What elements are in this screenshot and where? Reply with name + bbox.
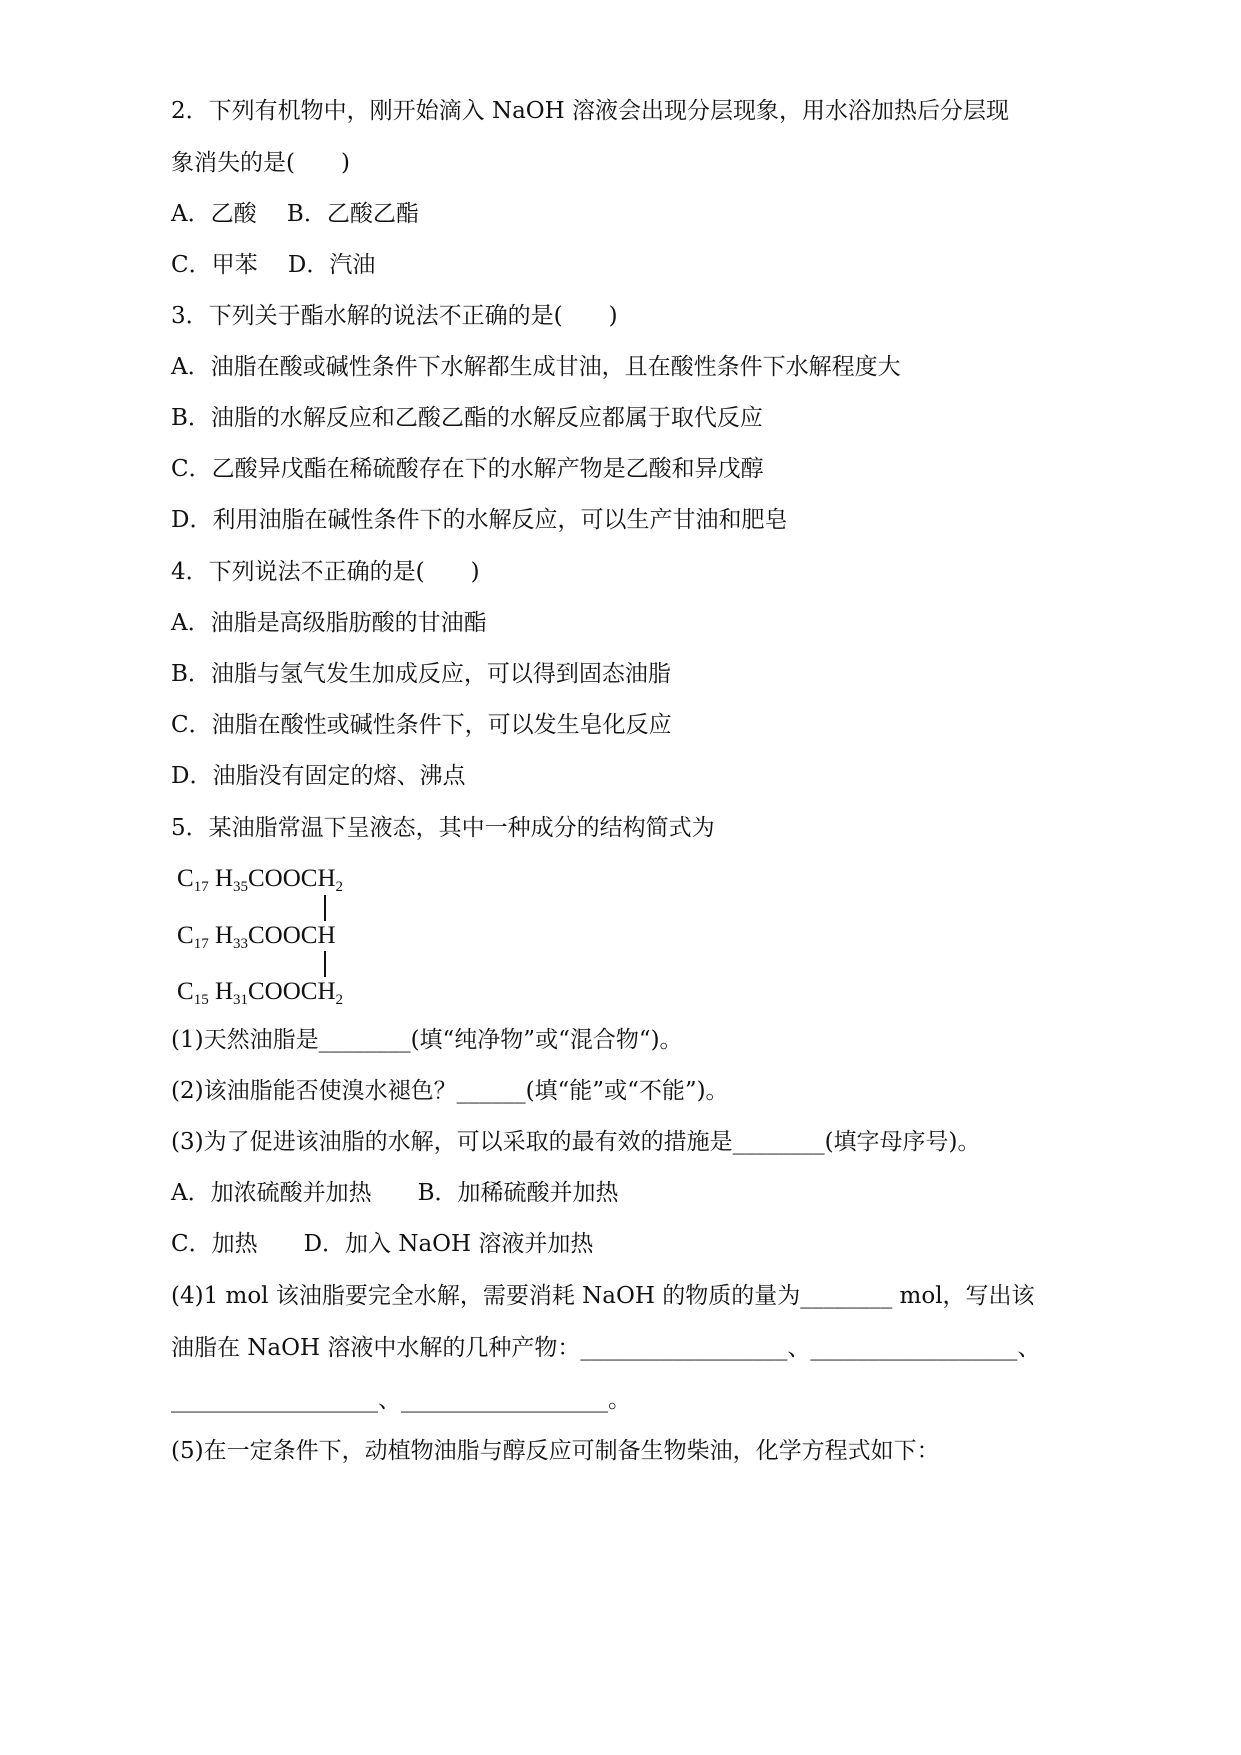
q4-option-a: A．油脂是高级脂肪酸的甘油酯: [171, 610, 487, 636]
q5-sub4-line-3: __________________、__________________。: [171, 1387, 631, 1413]
q5-sub4-line-2: 油脂在 NaOH 溶液中水解的几种产物：__________________、__________________、: [171, 1335, 1041, 1361]
q5-sub3-options-ab: A．加浓硫酸并加热 B．加稀硫酸并加热: [171, 1180, 619, 1206]
q4-option-c: C．油脂在酸性或碱性条件下，可以发生皂化反应: [171, 712, 672, 738]
formula-bond-lower: [324, 951, 326, 977]
q5-stem: 5．某油脂常温下呈液态，其中一种成分的结构简式为: [171, 815, 715, 841]
q5-sub3-options-cd: C．加热 D．加入 NaOH 溶液并加热: [171, 1231, 594, 1257]
formula-bond-upper: [324, 895, 326, 921]
q3-stem: 3．下列关于酯水解的说法不正确的是( ): [171, 303, 618, 329]
q4-option-b: B．油脂与氢气发生加成反应，可以得到固态油脂: [171, 661, 671, 687]
q2-stem-line-1: 2．下列有机物中，刚开始滴入 NaOH 溶液会出现分层现象，用水浴加热后分层现: [171, 98, 1010, 124]
q5-sub3: (3)为了促进该油脂的水解，可以采取的最有效的措施是________(填字母序号)。: [171, 1129, 981, 1155]
formula-row-2: $C_{17}$ $H_{33}COOCH$: [177, 922, 336, 952]
q5-sub2: (2)该油脂能否使溴水褪色？______(填“能”或“不能”)。: [171, 1078, 729, 1104]
q2-options-ab: A．乙酸 B．乙酸乙酯: [171, 201, 419, 227]
q3-option-d: D．利用油脂在碱性条件下的水解反应，可以生产甘油和肥皂: [171, 507, 788, 533]
q5-sub1: (1)天然油脂是________(填“纯净物”或“混合物“)。: [171, 1027, 683, 1053]
q3-option-a: A．油脂在酸或碱性条件下水解都生成甘油，且在酸性条件下水解程度大: [171, 354, 901, 380]
q3-option-c: C．乙酸异戊酯在稀硫酸存在下的水解产物是乙酸和异戊醇: [171, 456, 764, 482]
q3-option-b: B．油脂的水解反应和乙酸乙酯的水解反应都属于取代反应: [171, 405, 763, 431]
q2-stem-line-2: 象消失的是( ): [171, 150, 350, 176]
q5-sub4-line-1: (4)1 mol 该油脂要完全水解，需要消耗 NaOH 的物质的量为________ mol，写出该: [171, 1283, 1035, 1309]
q4-stem: 4．下列说法不正确的是( ): [171, 559, 480, 585]
formula-row-1: $C_{17}$ $H_{35}COOCH_2$: [177, 865, 344, 895]
q4-option-d: D．油脂没有固定的熔、沸点: [171, 763, 466, 789]
formula-row-3: $C_{15}$ $H_{31}COOCH_2$: [177, 978, 344, 1008]
q2-options-cd: C．甲苯 D．汽油: [171, 252, 376, 278]
q5-sub5: (5)在一定条件下，动植物油脂与醇反应可制备生物柴油，化学方程式如下：: [171, 1438, 940, 1464]
